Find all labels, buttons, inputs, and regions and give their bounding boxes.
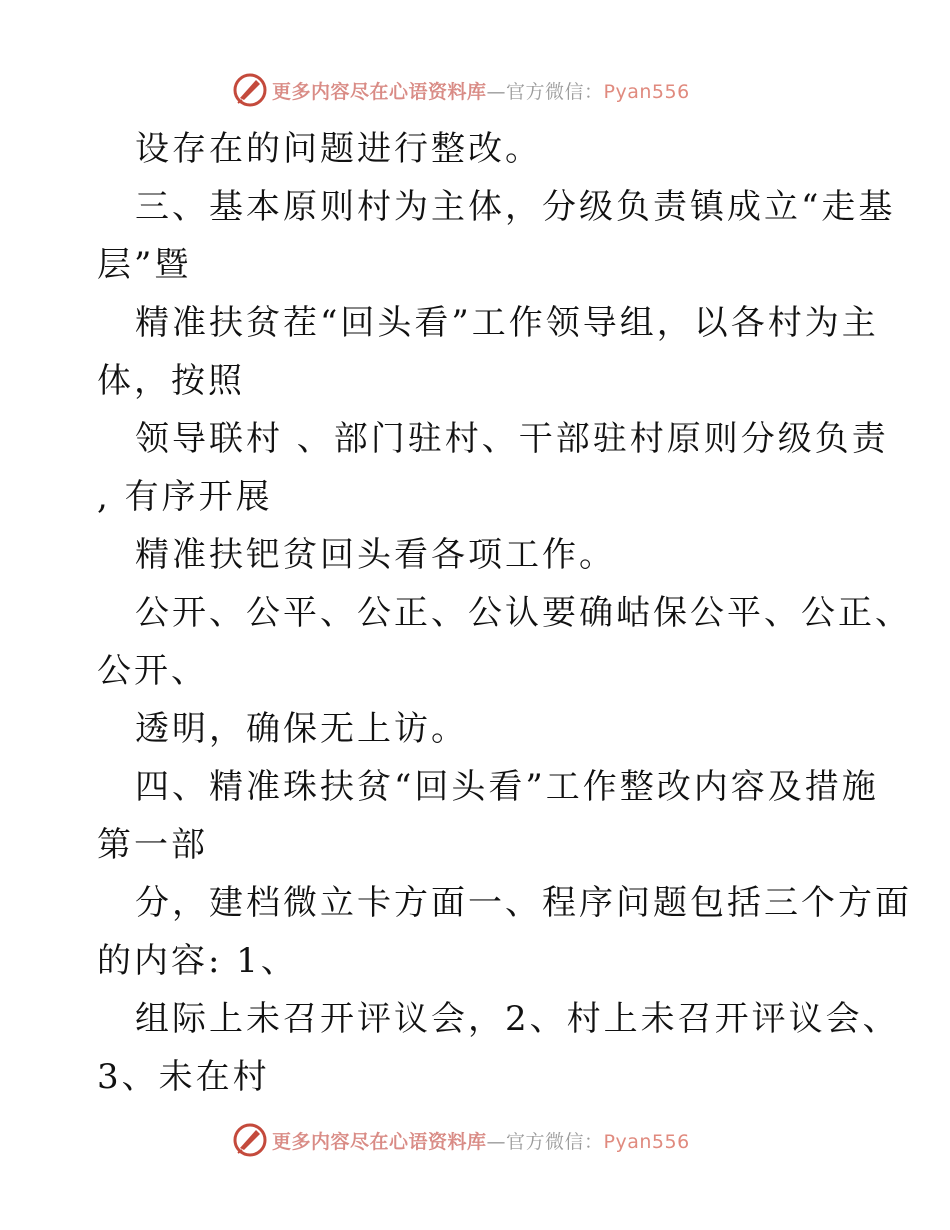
quill-seal-icon <box>232 1122 268 1158</box>
text-line: , 有序开展 <box>97 477 273 517</box>
text-line: 三、基本原则村为主体，分级负责镇成立“走基 <box>135 187 896 227</box>
quill-seal-icon <box>232 72 268 108</box>
text-line: 公开、公平、公正、公认要确岵保公平、公正、 <box>135 593 912 633</box>
watermark-banner-top <box>232 70 722 110</box>
text-line: 第一部 <box>97 825 208 865</box>
watermark-main: 更多内容尽在心语资料库 <box>272 80 487 103</box>
text-line: 设存在的问题进行整改。 <box>135 129 542 169</box>
text-line: 四、精准珠扶贫“回头看”工作整改内容及措施 <box>135 767 879 807</box>
watermark-label: 官方微信： <box>506 80 604 103</box>
text-line: 层”暨 <box>97 245 192 285</box>
watermark-separator: — <box>486 80 507 103</box>
watermark-id: Pyan556 <box>603 1130 690 1153</box>
watermark-separator: — <box>486 1130 507 1153</box>
watermark-id: Pyan556 <box>603 80 690 103</box>
text-line: 精准扶贫茬“回头看”工作领导组，以各村为主 <box>135 303 879 343</box>
watermark-banner-bottom <box>232 1120 722 1160</box>
watermark-text <box>272 77 690 104</box>
watermark-label: 官方微信： <box>506 1130 604 1153</box>
text-line: 透明，确保无上访。 <box>135 709 468 749</box>
text-line: 的内容: 1、 <box>97 941 298 981</box>
text-line: 精准扶钯贫回头看各项工作。 <box>135 535 616 575</box>
text-line: 公开、 <box>97 651 208 691</box>
document-body <box>97 120 912 1106</box>
text-line: 领导联村 、部门驻村、干部驻村原则分级负责 <box>135 419 889 459</box>
text-line: 3、未在村 <box>97 1057 270 1097</box>
text-line: 体，按照 <box>97 361 245 401</box>
text-line: 分，建档微立卡方面一、程序问题包括三个方面 <box>135 883 912 923</box>
watermark-main: 更多内容尽在心语资料库 <box>272 1130 487 1153</box>
watermark-text <box>272 1127 690 1154</box>
text-line: 组际上未召开评议会，2、村上未召开评议会、 <box>135 999 900 1039</box>
